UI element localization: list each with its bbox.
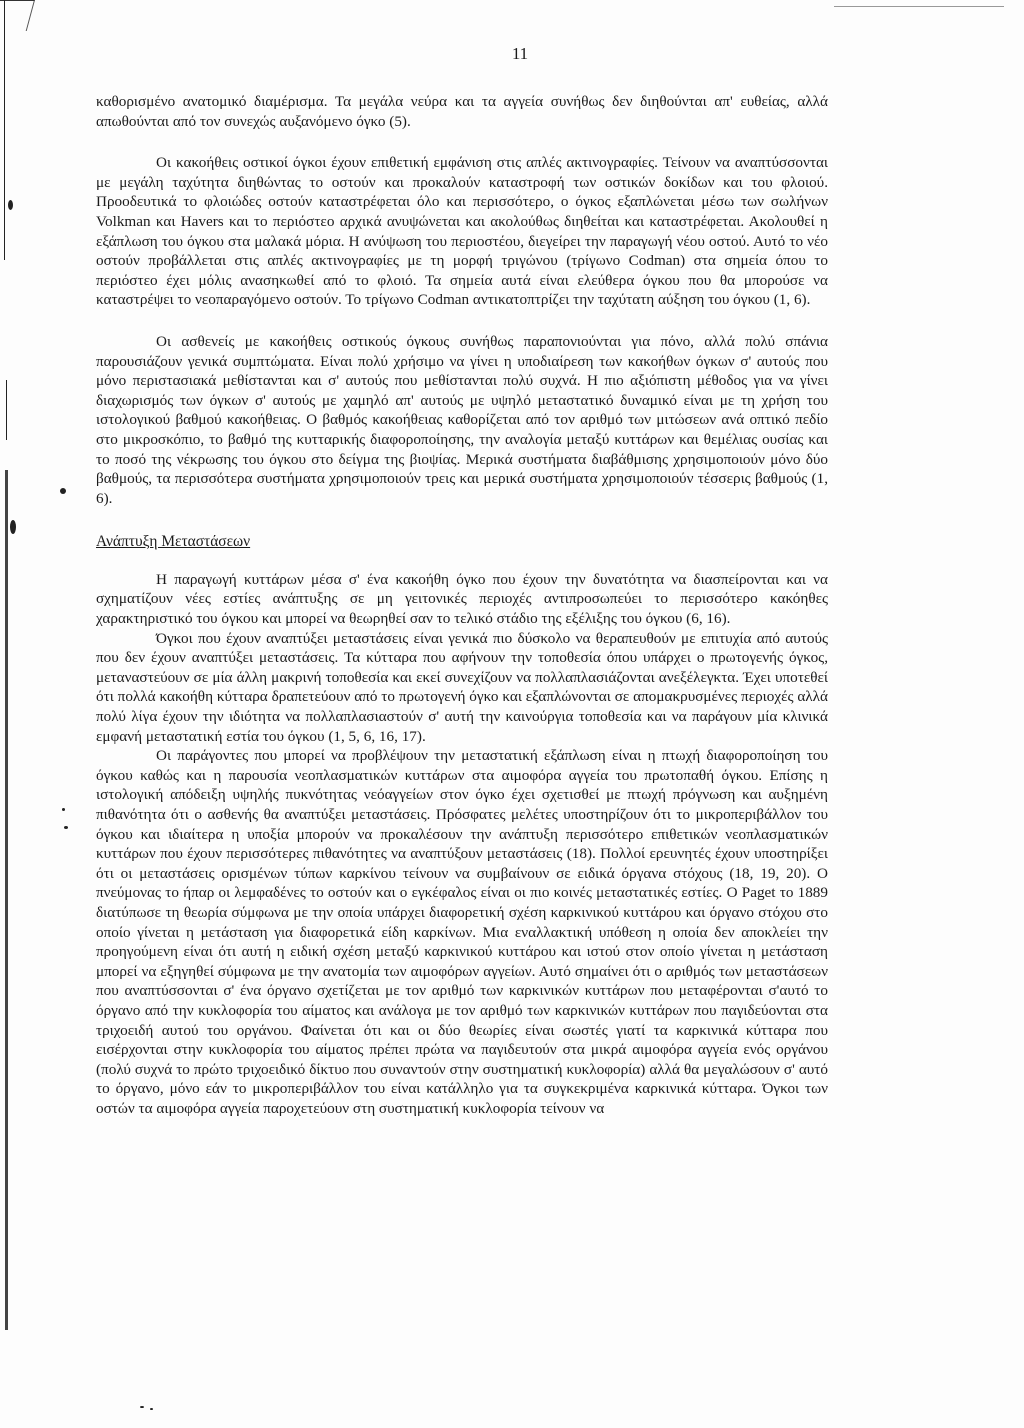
paragraph: Οι παράγοντες που μπορεί να προβλέψουν την μεταστατική εξάπλωση είναι η πτωχή διαφοροποίηση του όγκου καθώς και η παρουσία νεοπλασματικών κυττάρων στα αιμοφόρα αγγεία του πρωτοπαθή όγκου. Επίσης η ιστολογική απόδειξη υψηλής πυκνότητας νεόαγγείων στον όγκο έχει σχετισθεί με πτωχή πρόγνωση και αυξημένη πιθανότητα ότι ο ασθενής θα αναπτύξει μεταστάσεις. Πρόσφατες μελέτες υποστηρίζουν ότι το μικροπεριβάλλον του όγκου και ιδιαίτερα η υποξία μπορούν να προκαλέσουν την ανάπτυξη περισσότερο επιθετικών νεοπλασματικών κυττάρων που έχουν περισσότερες πιθανότητες να αναπτύξουν μεταστάσεις (18). Πολλοί ερευνητές έχουν υποστηρίξει ότι οι μεταστάσεις ορισμένων τύπων καρκίνου τείνουν να συμβαίνουν σε ειδικά όργανα στόχους (18, 19, 20). Ο πνεύμονας το ήπαρ οι λεμφαδένες το οστούν και ο εγκέφαλος είναι οι πιο κοινές μεταστατικές εστίες. Ο Paget το 1889 διατύπωσε τη θεωρία σύμφωνα με την οποία υπάρχει διαφορετική σχέση καρκινικού κυττάρου και όργανο στόχου στο οποίο γίνεται η μετάσταση για διαφορετικά είδη καρκίνων. Μια εναλλακτική υπόθεση η οποία δεν αποκλείει την προηγούμενη είναι ότι αυτή η ειδική σχέση μεταξύ καρκινικού κυττάρου και ιστού στον οποίο γίνεται η μετάσταση μπορεί να εξηγηθεί σύμφωνα με την ανατομία των αιμοφόρων αγγείων. Αυτό σημαίνει ότι ο αριθμός των μεταστάσεων που αναπτύσσονται σ' ένα όργανο σχετίζεται με τον αριθμό των καρκινικών κυττάρων που μεταφέρονται σ'αυτό το όργανο από την κυκλοφορία του αίματος και ανάλογα με τον αριθμό των καρκινικών κυττάρων που παγιδεύονται στα τριχοειδή αυτού του οργάνου. Φαίνεται ότι και οι δύο θεωρίες είναι σωστές γιατί τα καρκινικά κύτταρα που εισέρχονται στην κυκλοφορία του αίματος πρέπει πρώτα να παγιδευτούν στα μικρά αιμοφόρα αγγεία ενός οργάνου (πολύ συχνά το πρώτο τριχοειδικό δίκτυο που συναντούν στην συστηματική κυκλοφορία) αλλά θα μεγαλώσουν σ' αυτό το όργανο, μόνο εάν το μικροπεριβάλλον του είναι κατάλληλο για τα συγκεκριμένα καρκινικά κύτταρα. Όγκοι των οστών τα αιμοφόρα αγγεία παροχετεύουν στη συστηματική κυκλοφορία τείνουν να [96, 747, 828, 1117]
scan-speck [10, 520, 16, 534]
scan-edge-line [4, 0, 5, 260]
scan-speck [8, 200, 13, 210]
scan-speck [62, 808, 65, 811]
scan-edge-line [5, 470, 8, 1330]
margin-bullet [60, 488, 66, 494]
section-heading: Ανάπτυξη Μεταστάσεων [96, 533, 251, 551]
scan-speck [140, 1406, 144, 1408]
scan-speck [64, 826, 68, 829]
paragraph: Οι κακοήθεις οστικοί όγκοι έχουν επιθετική εμφάνιση στις απλές ακτινογραφίες. Τείνουν να αναπτύσσονται με μεγάλη ταχύτητα διηθώντας το οστούν και προκαλούν καταστροφή των οστικών δοκίδων και του φλοιού. Προοδευτικά το φλοιώδες οστούν καταστρέφεται όλο και περισσότερο, ο όγκος εξαπλώνεται μέσω των σωλήνων Volkman και Havers και το περιόστεο αρχικά ανυψώνεται και ακολούθως διηθείται και καταστρέφεται. Ακολουθεί η εξάπλωση του όγκου στα μαλακά μόρια. Η ανύψωση του περιοστέου, διεγείρει την παραγωγή νέου οστού. Αυτό το νέο οστούν προβάλλεται στις απλές ακτινογραφίες με τη μορφή τριγώνου (τρίγωνο Codman) στα σημεία όπου το περιόστεο έχει μόλις ανασηκωθεί από το φλοιό. Τα σημεία αυτά είναι ελεύθερα όγκου που θα μπορούσε να καταστρέψει το νεοπαραγόμενο οστούν. Το τρίγωνο Codman αντικατοπτρίζει την ταχύτατη αύξηση του όγκου (1, 6). [96, 154, 828, 309]
document-body [96, 92, 828, 1119]
scan-edge-line [6, 380, 7, 440]
paragraph: καθορισμένο ανατομικό διαμέρισμα. Τα μεγάλα νεύρα και τα αγγεία συνήθως δεν διηθούνται απ' ευθείας, αλλά απωθούνται από τον συνεχώς αυξανόμενο όγκο (5). [96, 93, 828, 130]
scan-border-line [834, 6, 1004, 7]
paragraph: Όγκοι που έχουν αναπτύξει μεταστάσεις είναι γενικά πιο δύσκολο να θεραπευθούν με επιτυχία από αυτούς που δεν έχουν αναπτύξει μεταστάσεις. Τα κύτταρα που αφήνουν την τοποθεσία όπου υπάρχει ο πρωτογενής όγκος, μεταναστεύουν σε μία άλλη μακρινή τοποθεσία και εκεί συνεχίζουν να πολλαπλασιάζονται ανεξέλεγκτα. Έχει υποτεθεί ότι πολλά κακοήθη κύτταρα δραπετεύουν από το πρωτογενή όγκο και εξαπλώνονται σε απομακρυσμένες περιοχές αλλά πολύ λίγα έχουν την ιδιότητα να πολλαπλασιαστούν σ' αυτή την καινούργια τοποθεσία και να παράγουν μία κλινικά εμφανή μεταστατική εστία του όγκου (1, 5, 6, 16, 17). [96, 629, 828, 745]
scan-speck [150, 1408, 153, 1410]
paragraph: Η παραγωγή κυττάρων μέσα σ' ένα κακοήθη όγκο που έχουν την δυνατότητα να διασπείρονται και να σχηματίζουν νέες εστίες ανάπτυξης σε μη γειτονικές περιοχές αντιπροσωπεύει το περισσότερο κακόηθες χαρακτηριστικό του όγκου και μπορεί να θεωρηθεί σαν το τελικό στάδιο της εξέλιξης του όγκου (6, 16). [96, 570, 828, 628]
page-number: 11 [511, 44, 529, 63]
scan-left-edge [0, 0, 14, 1428]
paragraph: Οι ασθενείς με κακοήθεις οστικούς όγκους συνήθως παραπονιούνται για πόνο, αλλά πολύ σπάνια παρουσιάζουν γενικά συμπτώματα. Είναι πολύ χρήσιμο να γίνει η υποδιαίρεση των κακοήθων όγκων σ' αυτούς που μόνο περιστασιακά μεθίστανται και σ' αυτούς που μεθίστανται πολύ συχνά. Η πιο αξιόπιστη μέθοδος για να γίνει διαχωρισμός των όγκων σ' αυτούς με χαμηλό απ' αυτούς με υψηλό μεταστατικό δυναμικό είναι με τη χρήση του ιστολογικού βαθμού κακοήθειας. Ο βαθμός κακοήθειας καθορίζεται από τον αριθμό των μιτώσεων ανά οπτικό πεδίο στο μικροσκόπιο, το βαθμό της κυτταρικής διαφοροποίησης, την αναλογία μεταξύ κυττάρων και θεμέλιας ουσίας και το ποσό της νέκρωσης του όγκου στο δείγμα της βιοψίας. Μερικά συστήματα διαβάθμισης χρησιμοποιούν μόνο δύο βαθμούς, τα περισσότερα συστήματα χρησιμοποιούν τρεις και μερικά συστήματα χρησιμοποιούν τέσσερις βαθμούς (1, 6). [96, 332, 828, 507]
